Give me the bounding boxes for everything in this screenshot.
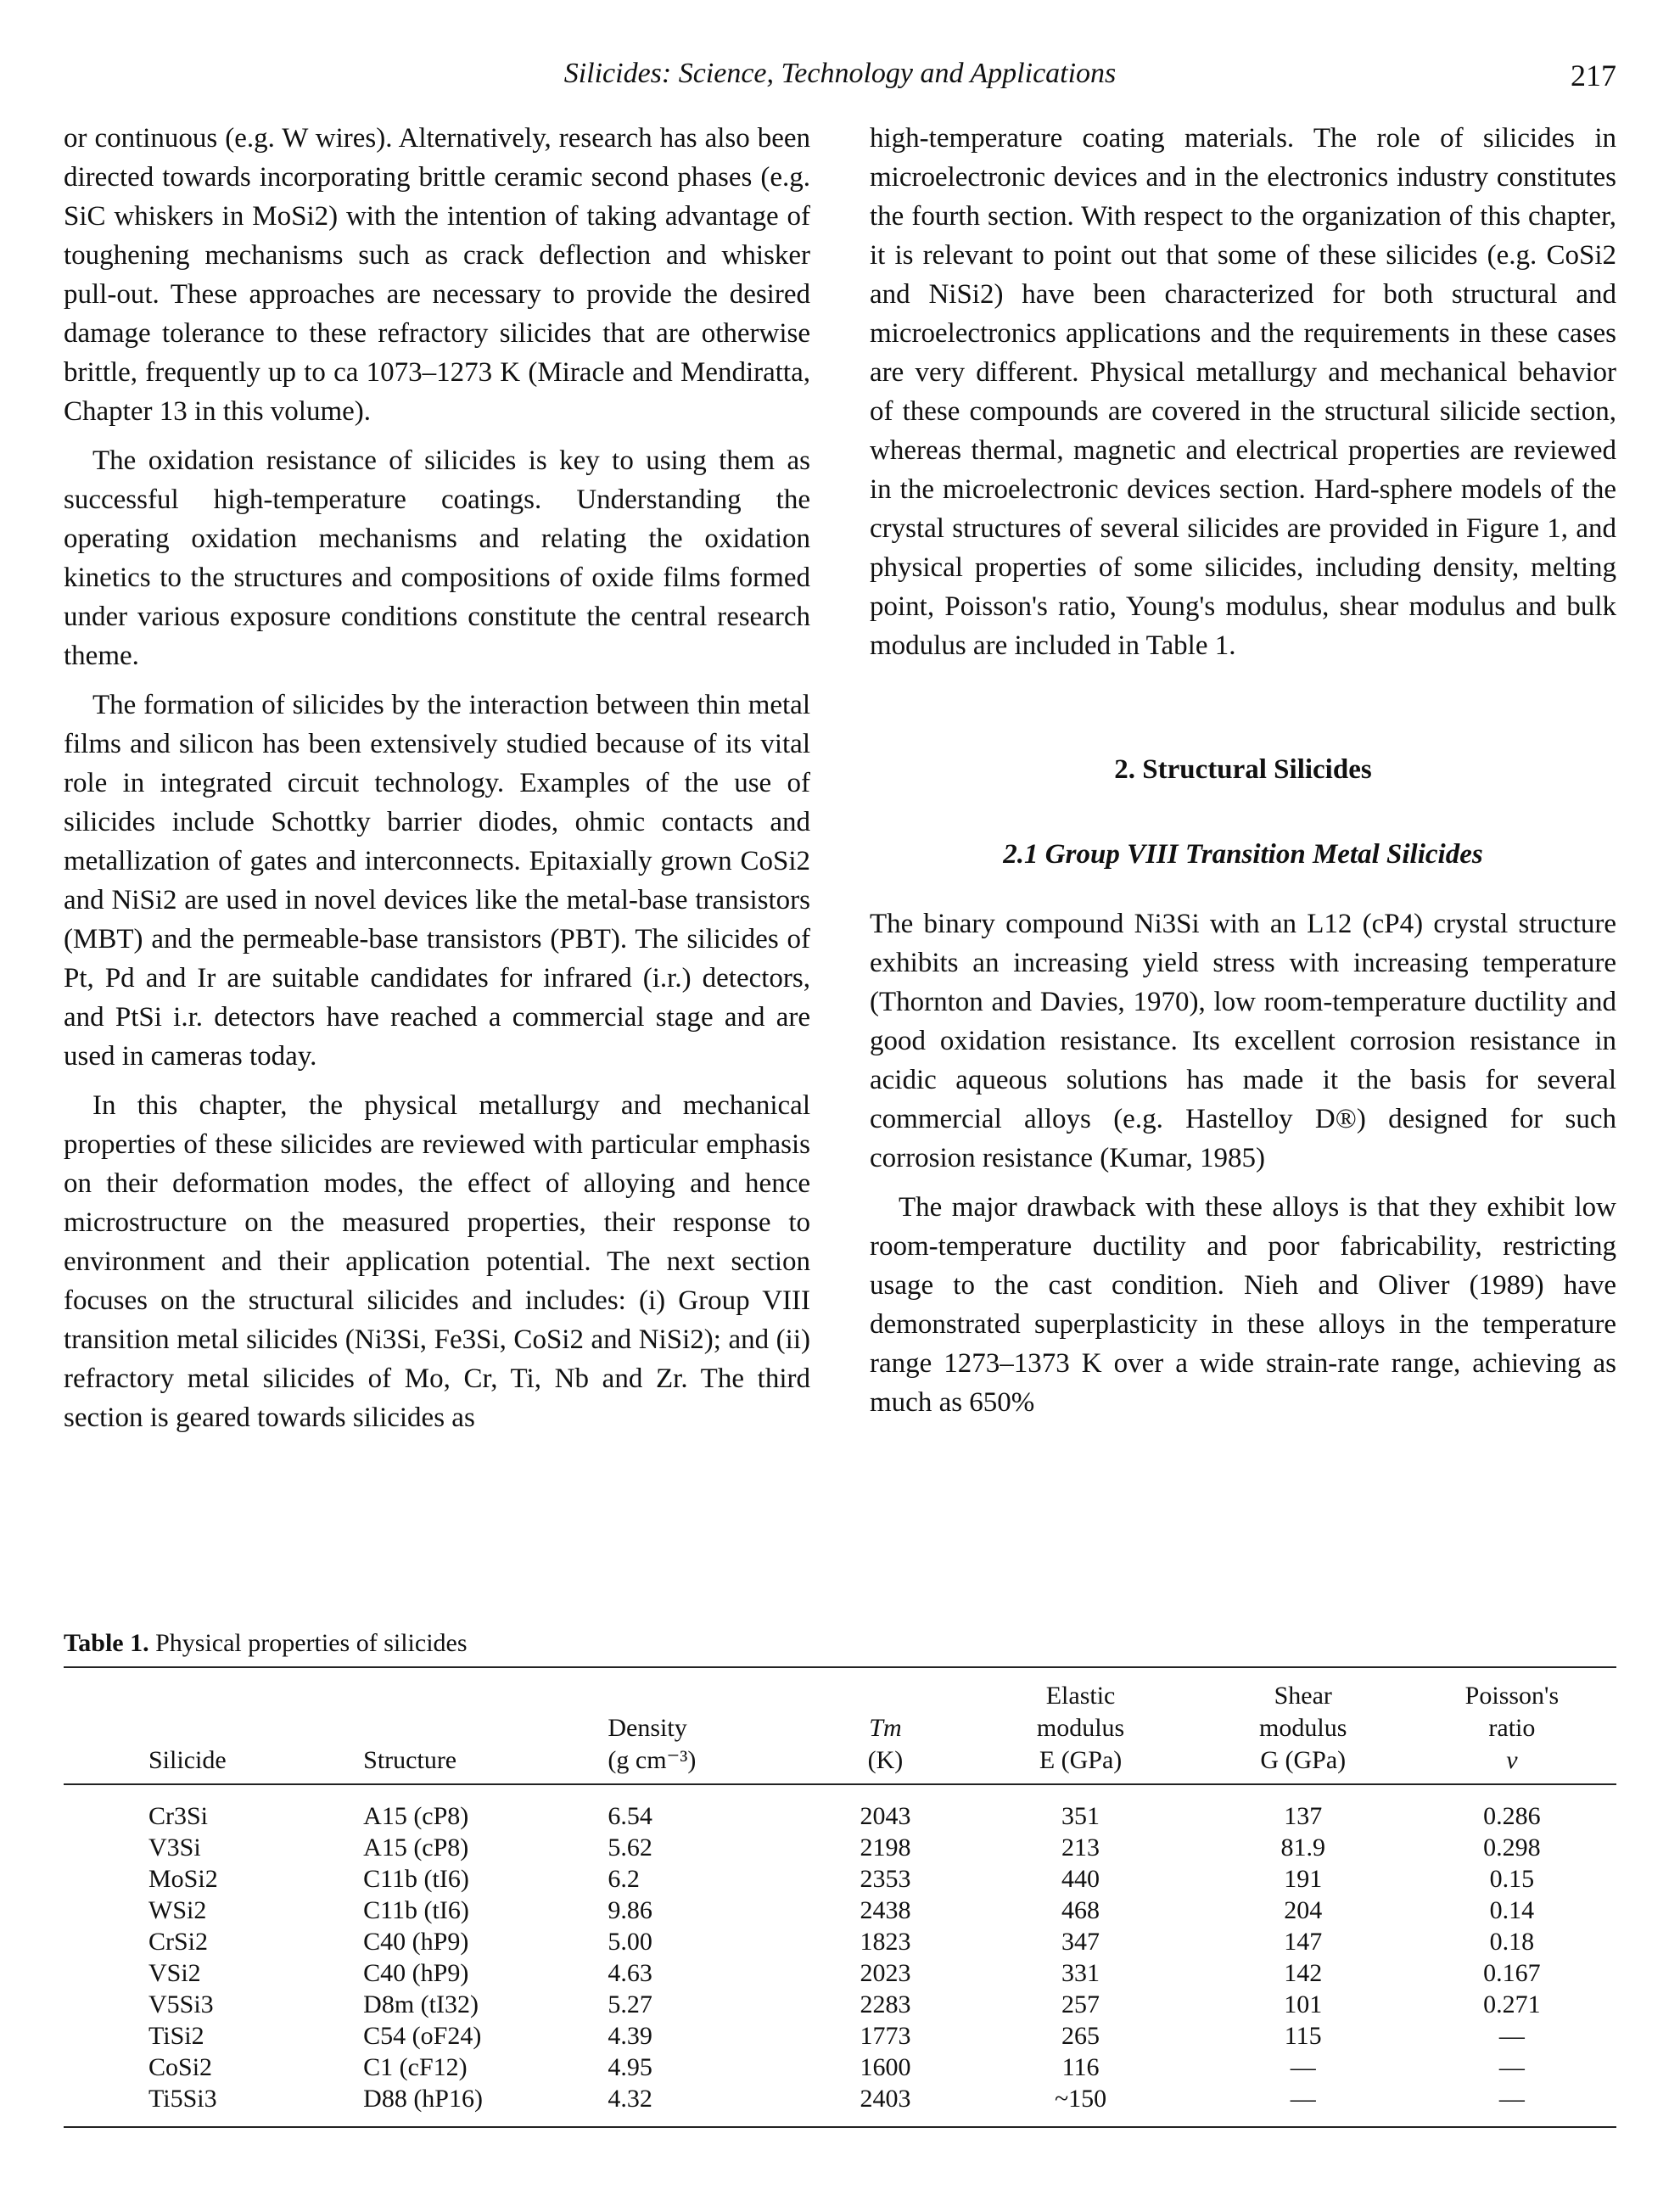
- cell-melting-point: 2043: [860, 1802, 911, 1830]
- cell-structure: C11b (tI6): [363, 1896, 469, 1924]
- cell-poissons-ratio: 0.14: [1489, 1896, 1535, 1924]
- table-row: [64, 1895, 1616, 1926]
- col-header-melting-point: Tm (K): [867, 1714, 904, 1774]
- cell-shear-modulus: 204: [1284, 1896, 1323, 1924]
- cell-density: 9.86: [608, 1896, 652, 1924]
- cell-density: 5.27: [608, 1990, 652, 2018]
- paragraph: In this chapter, the physical metallurgy and mechanical properties of these silicides are reviewed with particular emphasis on their deformation modes, the effect of alloying and hence microstructure on the measured properties, their response to environment and their application potential. The next section focuses on the structural silicides and includes: (i) Group VIII transition metal silicides (Ni3Si, Fe3Si, CoSi2 and NiSi2); and (ii) refractory metal silicides of Mo, Cr, Ti, Nb and Zr. The third section is geared towards silicides as: [64, 1090, 810, 1433]
- cell-structure: D88 (hP16): [363, 2085, 483, 2113]
- table-caption-text: Physical properties of silicides: [155, 1629, 468, 1657]
- cell-poissons-ratio: 0.18: [1489, 1928, 1535, 1956]
- subsection-heading: 2.1 Group VIII Transition Metal Silicides: [1003, 839, 1483, 870]
- cell-elastic-modulus: 265: [1061, 2022, 1100, 2050]
- cell-melting-point: 1773: [860, 2022, 911, 2050]
- right-column: [870, 119, 1616, 1432]
- cell-silicide: Ti5Si3: [148, 2085, 217, 2113]
- table-caption: [64, 1629, 1616, 1658]
- properties-table: [64, 1666, 1616, 2128]
- cell-poissons-ratio: —: [1498, 2053, 1525, 2081]
- cell-shear-modulus: —: [1290, 2053, 1316, 2081]
- cell-density: 5.62: [608, 1833, 652, 1861]
- cell-density: 5.00: [608, 1928, 652, 1956]
- cell-elastic-modulus: 440: [1061, 1865, 1100, 1893]
- cell-elastic-modulus: 351: [1061, 1802, 1100, 1830]
- cell-silicide: MoSi2: [148, 1865, 218, 1893]
- cell-density: 4.63: [608, 1959, 652, 1987]
- cell-density: 6.2: [608, 1865, 640, 1893]
- table-row: [64, 1832, 1616, 1863]
- cell-shear-modulus: —: [1290, 2085, 1316, 2113]
- table-row: [64, 2052, 1616, 2083]
- table-row: [64, 2083, 1616, 2127]
- cell-melting-point: 2198: [860, 1833, 911, 1861]
- cell-melting-point: 1823: [860, 1928, 911, 1956]
- cell-silicide: CoSi2: [148, 2053, 213, 2081]
- cell-shear-modulus: 81.9: [1280, 1833, 1325, 1861]
- section-heading: 2. Structural Silicides: [1114, 754, 1372, 785]
- cell-elastic-modulus: 468: [1061, 1896, 1100, 1924]
- cell-poissons-ratio: 0.286: [1483, 1802, 1541, 1830]
- cell-silicide: WSi2: [148, 1896, 207, 1924]
- cell-density: 4.39: [608, 2022, 652, 2050]
- cell-structure: C40 (hP9): [363, 1928, 469, 1956]
- cell-melting-point: 2353: [860, 1865, 911, 1893]
- cell-shear-modulus: 137: [1284, 1802, 1323, 1830]
- cell-structure: C54 (oF24): [363, 2022, 482, 2050]
- table-caption-label: Table 1.: [64, 1629, 149, 1657]
- paragraph: high-temperature coating materials. The role of silicides in microelectronic devices and in the electronics industry constitutes the fourth section. With respect to the organization of this chapter, it is relevant to point out that some of these silicides (e.g. CoSi2 and NiSi2) have been characterized for both structural and microelectronics applications and the requirements in these cases are very different. Physical metallurgy and mechanical behavior of these compounds are covered in the structural silicide section, whereas thermal, magnetic and electrical properties are reviewed in the microelectronic devices section. Hard-sphere models of the crystal structures of several silicides are provided in Figure 1, and physical properties of some silicides, including density, melting point, Poisson's ratio, Young's modulus, shear modulus and bulk modulus are included in Table 1.: [870, 123, 1616, 661]
- table-row: [64, 1863, 1616, 1895]
- cell-silicide: V5Si3: [148, 1990, 214, 2018]
- cell-elastic-modulus: 331: [1061, 1959, 1100, 1987]
- paragraph: The major drawback with these alloys is that they exhibit low room-temperature ductility and poor fabricability, restricting usage to the cast condition. Nieh and Oliver (1989) have demonstrated superplasticity in these alloys in the temperature range 1273–1373 K over a wide strain-rate range, achieving as much as 650%: [870, 1192, 1616, 1418]
- cell-silicide: V3Si: [148, 1833, 201, 1861]
- cell-elastic-modulus: 257: [1061, 1990, 1100, 2018]
- paragraph: The formation of silicides by the interaction between thin metal films and silicon has been extensively studied because of its vital role in integrated circuit technology. Examples of the use of silicides include Schottky barrier diodes, ohmic contacts and metallization of gates and interconnects. Epitaxially grown CoSi2 and NiSi2 are used in novel devices like the metal-base transistors (MBT) and the permeable-base transistors (PBT). The silicides of Pt, Pd and Ir are suitable candidates for infrared (i.r.) detectors, and PtSi i.r. detectors have reached a commercial stage and are used in cameras today.: [64, 690, 810, 1072]
- cell-density: 4.32: [608, 2085, 652, 2113]
- table-row: [64, 1784, 1616, 1832]
- cell-poissons-ratio: 0.298: [1483, 1833, 1541, 1861]
- col-header-poissons-ratio: Poisson's ratio ν: [1464, 1682, 1560, 1774]
- col-header-silicide: Silicide: [148, 1746, 227, 1774]
- cell-shear-modulus: 147: [1284, 1928, 1323, 1956]
- cell-elastic-modulus: 116: [1061, 2053, 1100, 2081]
- table-1: [64, 1629, 1616, 2128]
- cell-poissons-ratio: —: [1498, 2022, 1525, 2050]
- cell-structure: C40 (hP9): [363, 1959, 469, 1987]
- cell-silicide: TiSi2: [148, 2022, 204, 2050]
- paragraph: or continuous (e.g. W wires). Alternatively, research has also been directed towards incorporating brittle ceramic second phases (e.g. SiC whiskers in MoSi2) with the intention of taking advantage of toughening mechanisms such as crack deflection and whisker pull-out. These approaches are necessary to provide the desired damage tolerance to these refractory silicides that are otherwise brittle, frequently up to ca 1073–1273 K (Miracle and Mendiratta, Chapter 13 in this volume).: [64, 123, 810, 427]
- cell-elastic-modulus: 347: [1061, 1928, 1100, 1956]
- cell-shear-modulus: 101: [1284, 1990, 1323, 2018]
- col-header-density: Density (g cm⁻³): [608, 1714, 697, 1774]
- cell-silicide: Cr3Si: [148, 1802, 209, 1830]
- cell-elastic-modulus: ~150: [1054, 2085, 1107, 2113]
- table-body: [64, 1784, 1616, 2127]
- table-row: [64, 1989, 1616, 2020]
- cell-poissons-ratio: 0.271: [1483, 1990, 1541, 2018]
- cell-shear-modulus: 142: [1284, 1959, 1323, 1987]
- left-column: [64, 119, 810, 1447]
- cell-melting-point: 2023: [860, 1959, 911, 1987]
- cell-structure: A15 (cP8): [363, 1833, 469, 1861]
- cell-structure: A15 (cP8): [363, 1802, 469, 1830]
- running-title: Silicides: Science, Technology and Applications: [563, 58, 1117, 89]
- col-header-elastic-modulus: Elastic modulus E (GPa): [1036, 1682, 1125, 1774]
- cell-melting-point: 2403: [860, 2085, 911, 2113]
- cell-density: 6.54: [608, 1802, 652, 1830]
- cell-melting-point: 2438: [860, 1896, 911, 1924]
- cell-structure: D8m (tI32): [363, 1990, 479, 2018]
- cell-silicide: VSi2: [148, 1959, 201, 1987]
- table-row: [64, 1926, 1616, 1957]
- cell-poissons-ratio: —: [1498, 2085, 1525, 2113]
- cell-structure: C11b (tI6): [363, 1865, 469, 1893]
- cell-silicide: CrSi2: [148, 1928, 209, 1956]
- table-row: [64, 1957, 1616, 1989]
- cell-melting-point: 2283: [860, 1990, 911, 2018]
- cell-structure: C1 (cF12): [363, 2053, 468, 2081]
- paragraph: The oxidation resistance of silicides is key to using them as successful high-temperature coatings. Understanding the operating oxidation mechanisms and relating the oxidation kinetics to the structures and compositions of oxide films formed under various exposure conditions constitute the central research theme.: [64, 445, 810, 671]
- table-header-row: [64, 1667, 1616, 1784]
- cell-shear-modulus: 115: [1284, 2022, 1322, 2050]
- table-row: [64, 2020, 1616, 2052]
- col-header-structure: Structure: [363, 1746, 457, 1774]
- cell-elastic-modulus: 213: [1061, 1833, 1100, 1861]
- cell-shear-modulus: 191: [1284, 1865, 1323, 1893]
- cell-density: 4.95: [608, 2053, 652, 2081]
- col-header-shear-modulus: Shear modulus G (GPa): [1259, 1682, 1347, 1774]
- cell-melting-point: 1600: [860, 2053, 911, 2081]
- page-number: 217: [1571, 59, 1616, 92]
- running-head: [0, 58, 1680, 100]
- paragraph: The binary compound Ni3Si with an L12 (cP4) crystal structure exhibits an increasing yield stress with increasing temperature (Thornton and Davies, 1970), low room-temperature ductility and good oxidation resistance. Its excellent corrosion resistance in acidic aqueous solutions has made it the basis for several commercial alloys (e.g. Hastelloy D®) designed for such corrosion resistance (Kumar, 1985): [870, 909, 1616, 1173]
- cell-poissons-ratio: 0.15: [1489, 1865, 1535, 1893]
- cell-poissons-ratio: 0.167: [1483, 1959, 1541, 1987]
